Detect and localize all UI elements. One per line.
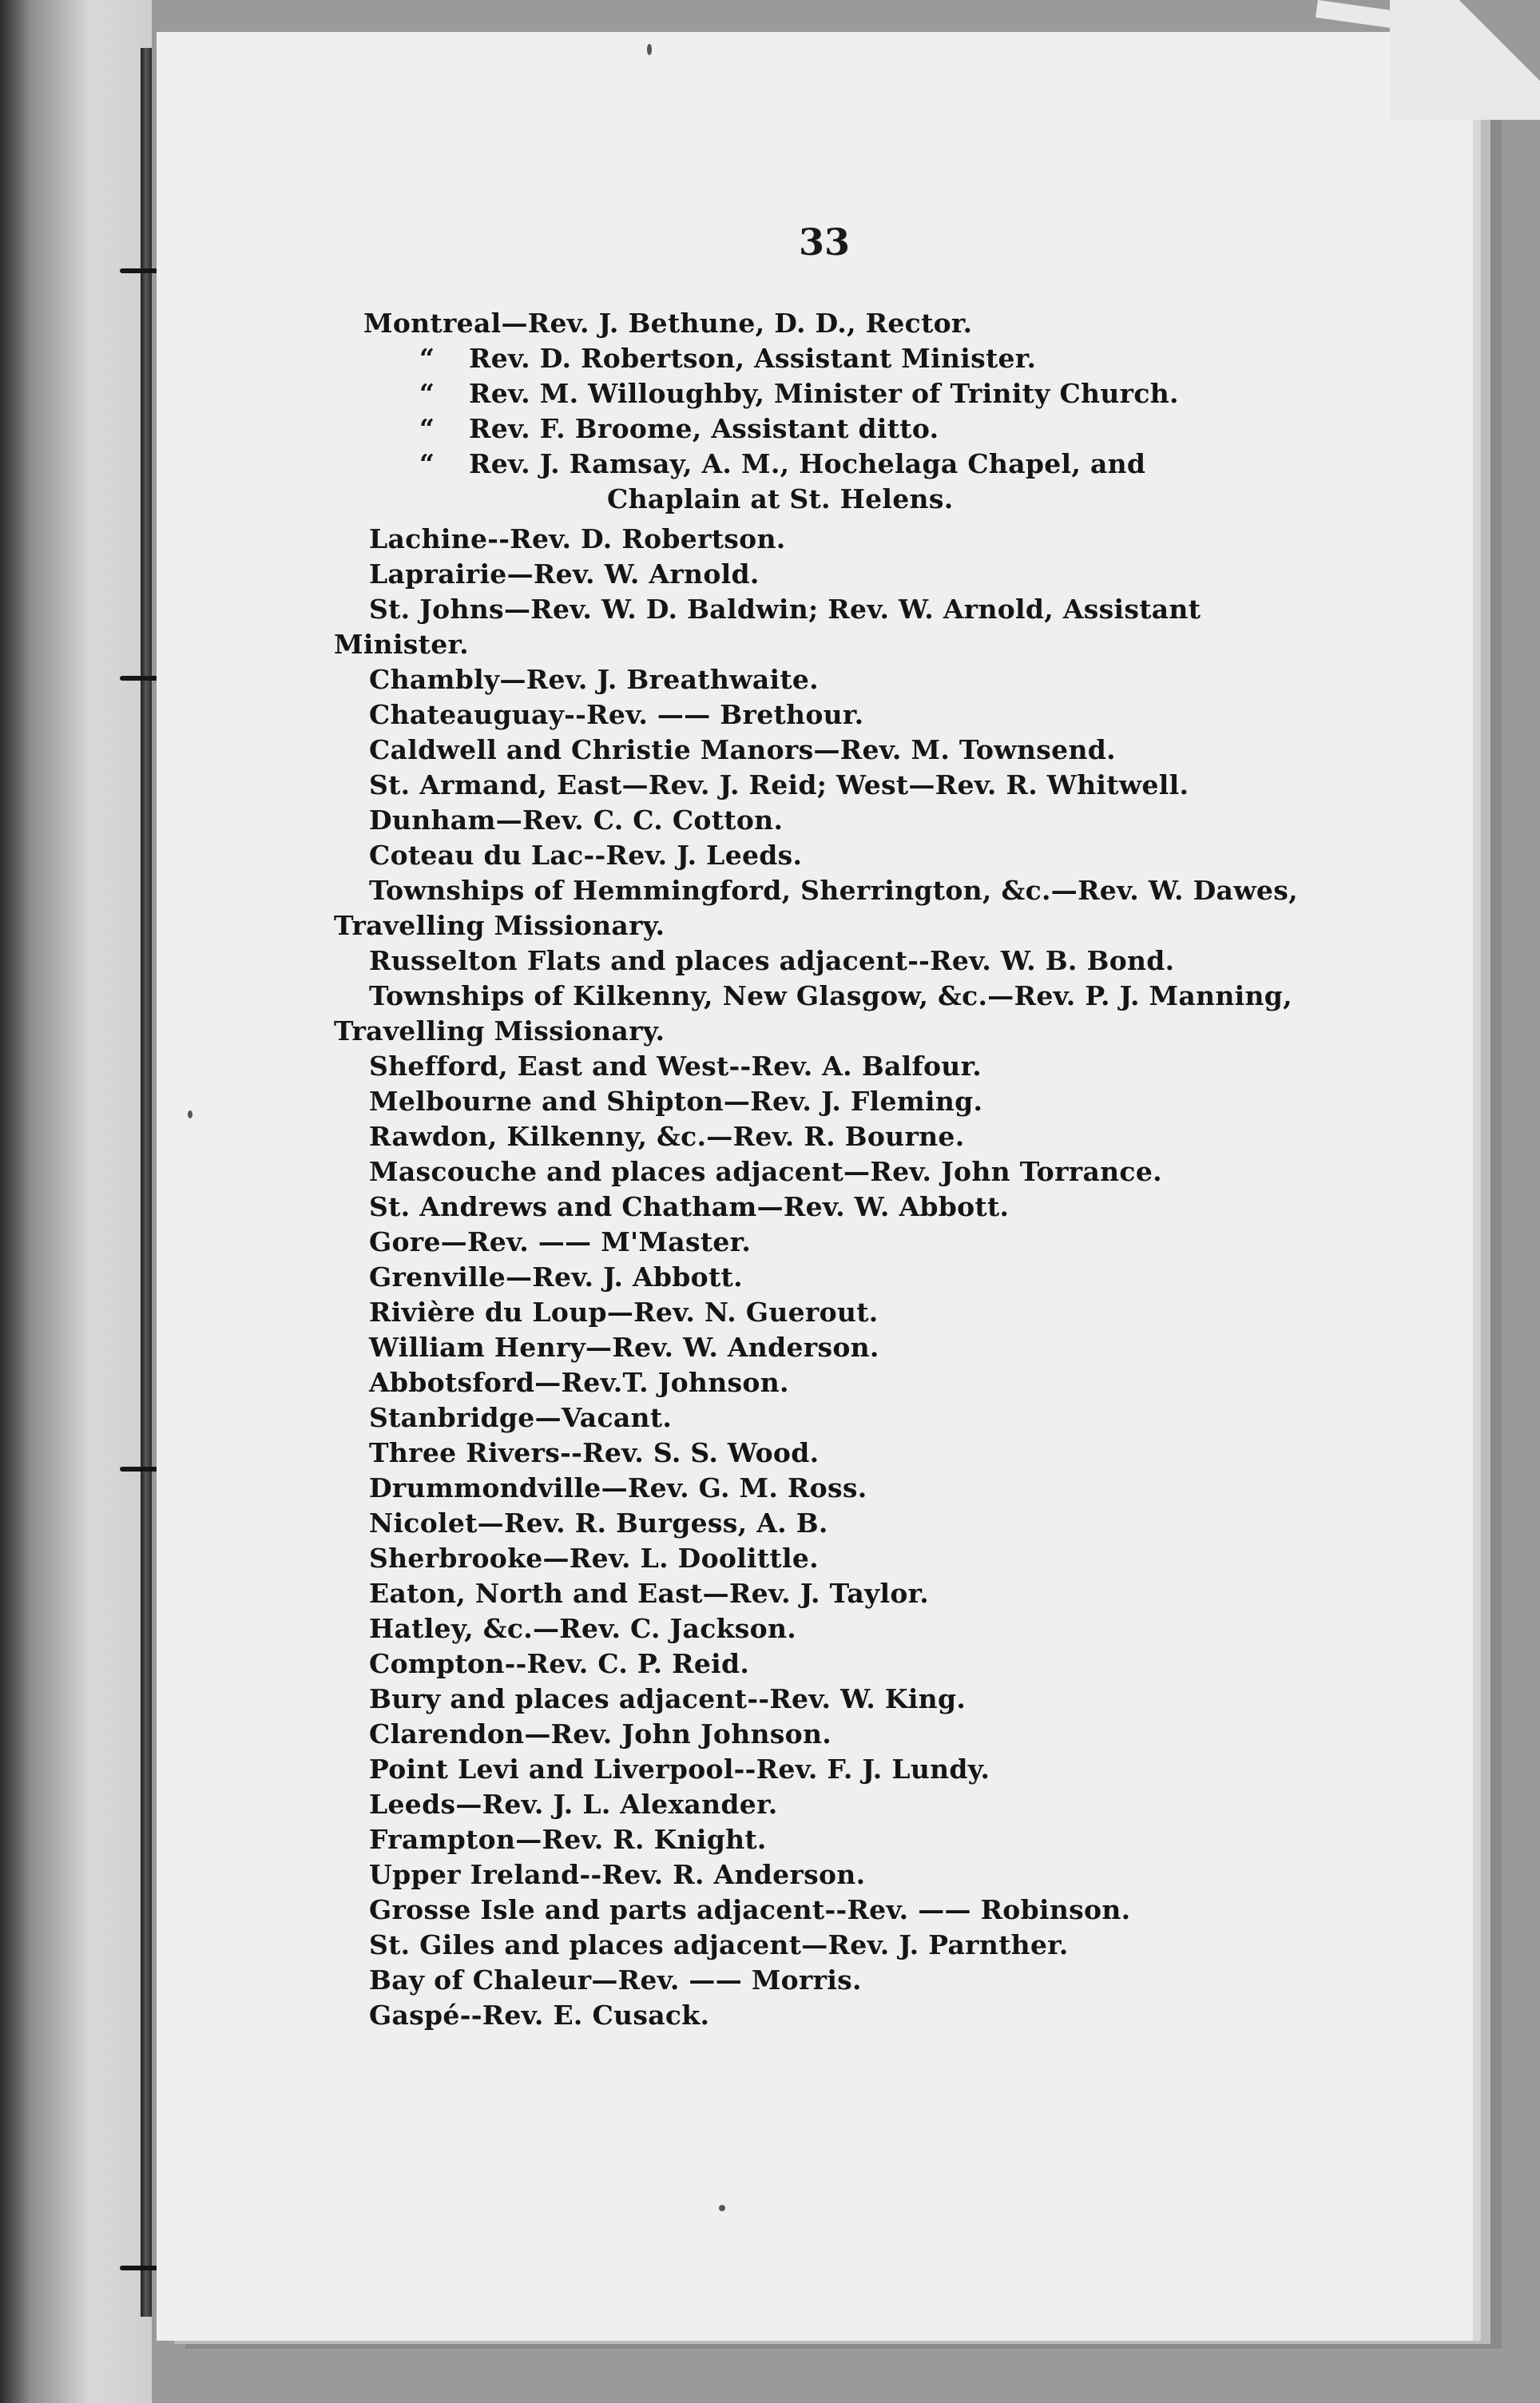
- binding-stitch: [120, 1467, 160, 1472]
- entry-line: Rawdon, Kilkenny, &c.—Rev. R. Bourne.: [369, 1121, 965, 1152]
- entry-line: Caldwell and Christie Manors—Rev. M. Townsend.: [369, 734, 1116, 765]
- entry-line: Bay of Chaleur—Rev. —— Morris.: [369, 1964, 862, 1996]
- page-number: 33: [799, 220, 851, 264]
- entry-line: “ Rev. J. Ramsay, A. M., Hochelaga Chapel, and: [419, 448, 1146, 479]
- entry-line: Point Levi and Liverpool--Rev. F. J. Lundy.: [369, 1754, 990, 1785]
- entry-line: Compton--Rev. C. P. Reid.: [369, 1648, 750, 1679]
- entry-line: Stanbridge—Vacant.: [369, 1402, 673, 1433]
- entry-continuation: Minister.: [334, 629, 469, 660]
- left-page-edge: [0, 0, 152, 2403]
- entry-line: Dunham—Rev. C. C. Cotton.: [369, 804, 784, 836]
- entry-line: Gaspé--Rev. E. Cusack.: [369, 2000, 710, 2031]
- entry-line: Eaton, North and East—Rev. J. Taylor.: [369, 1578, 930, 1609]
- entry-line: Sherbrooke—Rev. L. Doolittle.: [369, 1543, 819, 1574]
- entry-line: Hatley, &c.—Rev. C. Jackson.: [369, 1613, 797, 1644]
- entry-line: Frampton—Rev. R. Knight.: [369, 1824, 767, 1855]
- entry-line: Grosse Isle and parts adjacent--Rev. —— Robinson.: [369, 1894, 1131, 1925]
- ditto-mark: “: [419, 378, 435, 409]
- entry-line: Chambly—Rev. J. Breathwaite.: [369, 664, 819, 695]
- entry-line: St. Armand, East—Rev. J. Reid; West—Rev. R. Whitwell.: [369, 769, 1189, 800]
- binding-stitch: [120, 676, 160, 681]
- entry-line: “ Rev. M. Willoughby, Minister of Trinity Church.: [419, 378, 1179, 409]
- binding-stitch: [120, 268, 160, 273]
- entry-line: Townships of Kilkenny, New Glasgow, &c.—Rev. P. J. Manning,: [369, 980, 1292, 1011]
- entry-line: Clarendon—Rev. John Johnson.: [369, 1718, 832, 1750]
- binding-stitch: [120, 2266, 160, 2270]
- entry-line: Coteau du Lac--Rev. J. Leeds.: [369, 840, 803, 871]
- entry-line: “ Rev. F. Broome, Assistant ditto.: [419, 413, 939, 444]
- book-spine: [141, 48, 152, 2317]
- entry-line: Gore—Rev. —— M'Master.: [369, 1226, 752, 1257]
- entry-line: William Henry—Rev. W. Anderson.: [369, 1332, 879, 1363]
- entry-line: Montreal—Rev. J. Bethune, D. D., Rector.: [363, 308, 973, 339]
- ditto-mark: “: [419, 343, 435, 374]
- entry-line: Melbourne and Shipton—Rev. J. Fleming.: [369, 1086, 983, 1117]
- entry-continuation: Travelling Missionary.: [334, 910, 665, 941]
- entry-line: Lachine--Rev. D. Robertson.: [369, 523, 786, 554]
- entry-line: St. Johns—Rev. W. D. Baldwin; Rev. W. Arnold, Assistant: [369, 594, 1201, 625]
- entry-line: Abbotsford—Rev.T. Johnson.: [369, 1367, 789, 1398]
- entry-line: Nicolet—Rev. R. Burgess, A. B.: [369, 1507, 828, 1539]
- entry-line: St. Andrews and Chatham—Rev. W. Abbott.: [369, 1191, 1010, 1222]
- entry-line: Mascouche and places adjacent—Rev. John Torrance.: [369, 1156, 1162, 1187]
- entry-line: Townships of Hemmingford, Sherrington, &c.—Rev. W. Dawes,: [369, 875, 1298, 906]
- entry-line: Rivière du Loup—Rev. N. Guerout.: [369, 1297, 879, 1328]
- entry-line: Drummondville—Rev. G. M. Ross.: [369, 1472, 867, 1503]
- entry-continuation: Travelling Missionary.: [334, 1015, 665, 1047]
- entry-line: Upper Ireland--Rev. R. Anderson.: [369, 1859, 866, 1890]
- entry-line: Leeds—Rev. J. L. Alexander.: [369, 1789, 778, 1820]
- entry-continuation: Chaplain at St. Helens.: [607, 483, 954, 514]
- print-speck: [647, 44, 652, 55]
- ditto-mark: “: [419, 413, 435, 444]
- entry-line: Laprairie—Rev. W. Arnold.: [369, 558, 760, 590]
- page-corner: [1390, 0, 1540, 120]
- entry-line: Chateauguay--Rev. —— Brethour.: [369, 699, 864, 730]
- entry-line: Shefford, East and West--Rev. A. Balfour.: [369, 1051, 982, 1082]
- entry-line: Russelton Flats and places adjacent--Rev. W. B. Bond.: [369, 945, 1175, 976]
- print-speck: [188, 1110, 192, 1118]
- entry-line: Bury and places adjacent--Rev. W. King.: [369, 1683, 966, 1714]
- entry-line: Grenville—Rev. J. Abbott.: [369, 1261, 743, 1293]
- print-speck: [719, 2205, 725, 2211]
- entry-line: St. Giles and places adjacent—Rev. J. Parnther.: [369, 1929, 1069, 1960]
- entry-line: “ Rev. D. Robertson, Assistant Minister.: [419, 343, 1037, 374]
- entry-line: Three Rivers--Rev. S. S. Wood.: [369, 1437, 820, 1468]
- ditto-mark: “: [419, 448, 435, 479]
